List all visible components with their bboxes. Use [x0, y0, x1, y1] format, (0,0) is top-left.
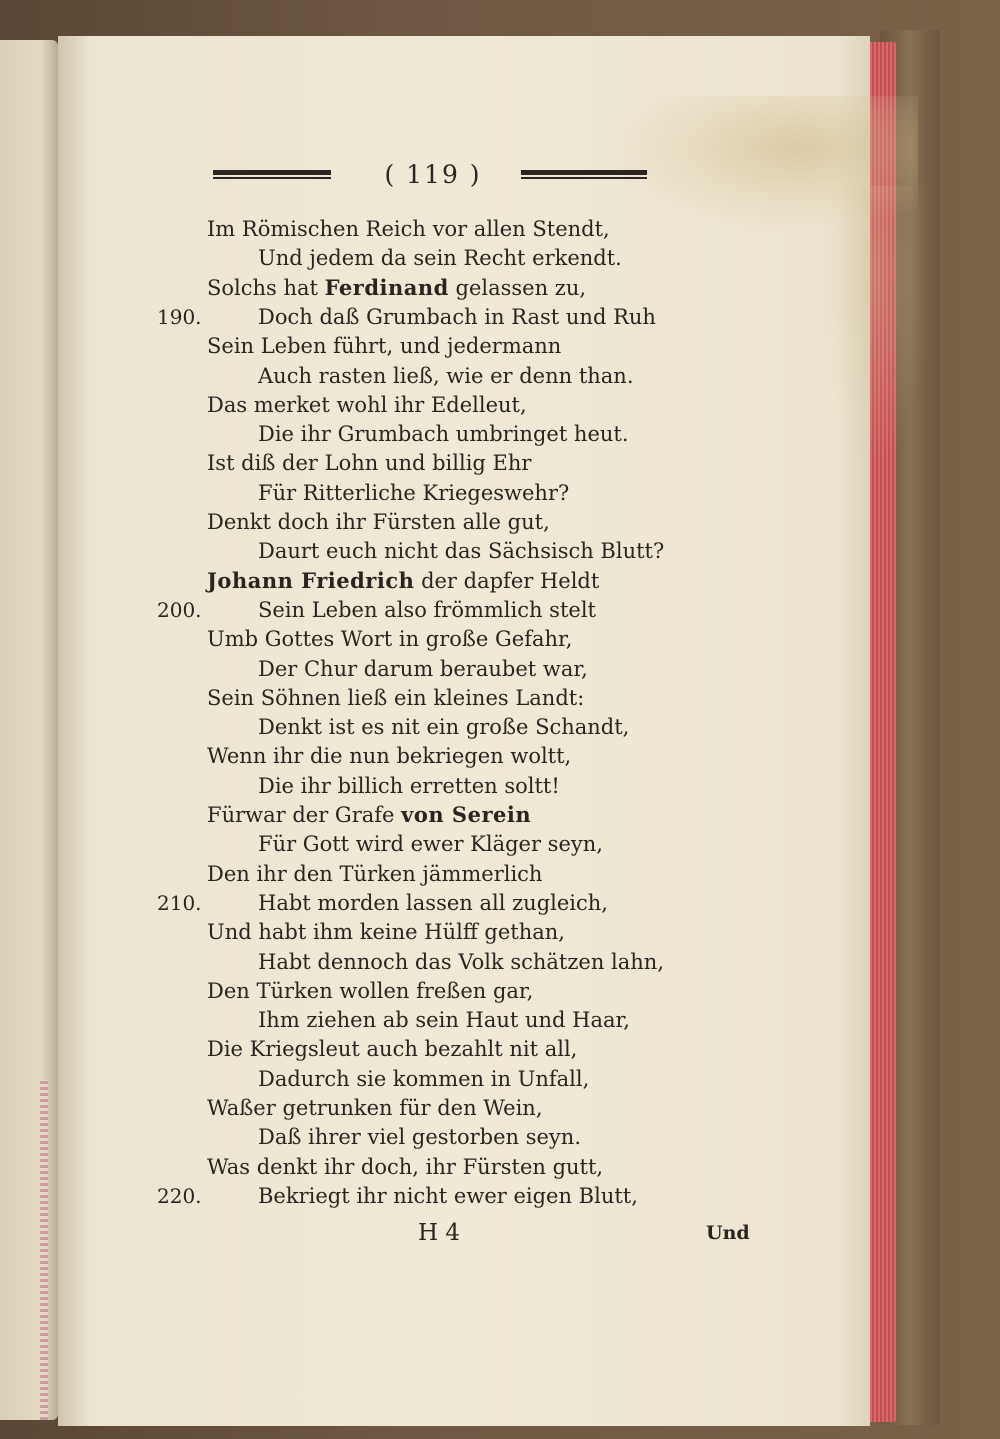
left-page-edge [0, 40, 58, 1420]
line-number: 220. [157, 1184, 202, 1208]
verse-line: Dadurch sie kommen in Unfall, [258, 1067, 590, 1091]
verse-line: Ihm ziehen ab sein Haut und Haar, [258, 1008, 630, 1032]
verse-line: Johann Friedrich der dapfer Heldt [207, 568, 600, 593]
emphasized-name: Ferdinand [324, 275, 449, 300]
verse-line: Den Türken wollen freßen gar, [207, 979, 534, 1003]
signature-mark: H 4 [418, 1220, 461, 1246]
verse-line: Die Kriegsleut auch bezahlt nit all, [207, 1037, 578, 1061]
verse-line: Habt dennoch das Volk schätzen lahn, [258, 950, 665, 974]
verse-line: Für Ritterliche Kriegeswehr? [258, 481, 570, 505]
line-number: 210. [157, 891, 202, 915]
left-page-binding-edge [40, 1080, 48, 1420]
verse-line: Sein Leben also frömmlich stelt [258, 598, 596, 622]
emphasized-name: Johann Friedrich [207, 568, 415, 593]
verse-line: Und habt ihm keine Hülff gethan, [207, 920, 565, 944]
verse-line: Sein Söhnen ließ ein kleines Landt: [207, 686, 585, 710]
verse-line: Doch daß Grumbach in Rast und Ruh [258, 305, 656, 329]
verse-line: Auch rasten ließ, wie er denn than. [258, 364, 634, 388]
verse-line: Das merket wohl ihr Edelleut, [207, 393, 527, 417]
verse-line: Daurt euch nicht das Sächsisch Blutt? [258, 539, 665, 563]
verse-line: Was denkt ihr doch, ihr Fürsten gutt, [207, 1155, 604, 1179]
verse-line: Sein Leben führt, und jedermann [207, 334, 562, 358]
verse-line: Denkt doch ihr Fürsten alle gut, [207, 510, 550, 534]
header-rule-left [213, 170, 331, 180]
verse-line: Waßer getrunken für den Wein, [207, 1096, 543, 1120]
verse-line: Daß ihrer viel gestorben seyn. [258, 1125, 581, 1149]
verse-line: Denkt ist es nit ein große Schandt, [258, 715, 630, 739]
verse-line: Solchs hat Ferdinand gelassen zu, [207, 275, 587, 300]
page-header [213, 160, 647, 190]
verse-line: Die ihr Grumbach umbringet heut. [258, 422, 629, 446]
verse-line: Den ihr den Türken jämmerlich [207, 862, 543, 886]
line-number: 200. [157, 598, 202, 622]
verse-line: Und jedem da sein Recht erkendt. [258, 246, 622, 270]
emphasized-name: von Serein [401, 802, 532, 827]
water-stain [818, 186, 928, 466]
line-number: 190. [157, 305, 202, 329]
verse-line: Fürwar der Grafe von Serein [207, 802, 532, 827]
verse-line: Habt morden lassen all zugleich, [258, 891, 608, 915]
page-number: ( 119 ) [384, 160, 482, 189]
verse-line: Die ihr billich erretten soltt! [258, 774, 560, 798]
verse-line: Ist diß der Lohn und billig Ehr [207, 451, 532, 475]
verse-line: Der Chur darum beraubet war, [258, 657, 588, 681]
verse-line: Im Römischen Reich vor allen Stendt, [207, 217, 610, 241]
verse-line: Für Gott wird ewer Kläger seyn, [258, 832, 603, 856]
header-rule-right [521, 170, 647, 180]
verse-line: Bekriegt ihr nicht ewer eigen Blutt, [258, 1184, 638, 1208]
verse-line: Wenn ihr die nun bekriegen woltt, [207, 744, 572, 768]
catchword: Und [706, 1222, 750, 1244]
verse-line: Umb Gottes Wort in große Gefahr, [207, 627, 573, 651]
